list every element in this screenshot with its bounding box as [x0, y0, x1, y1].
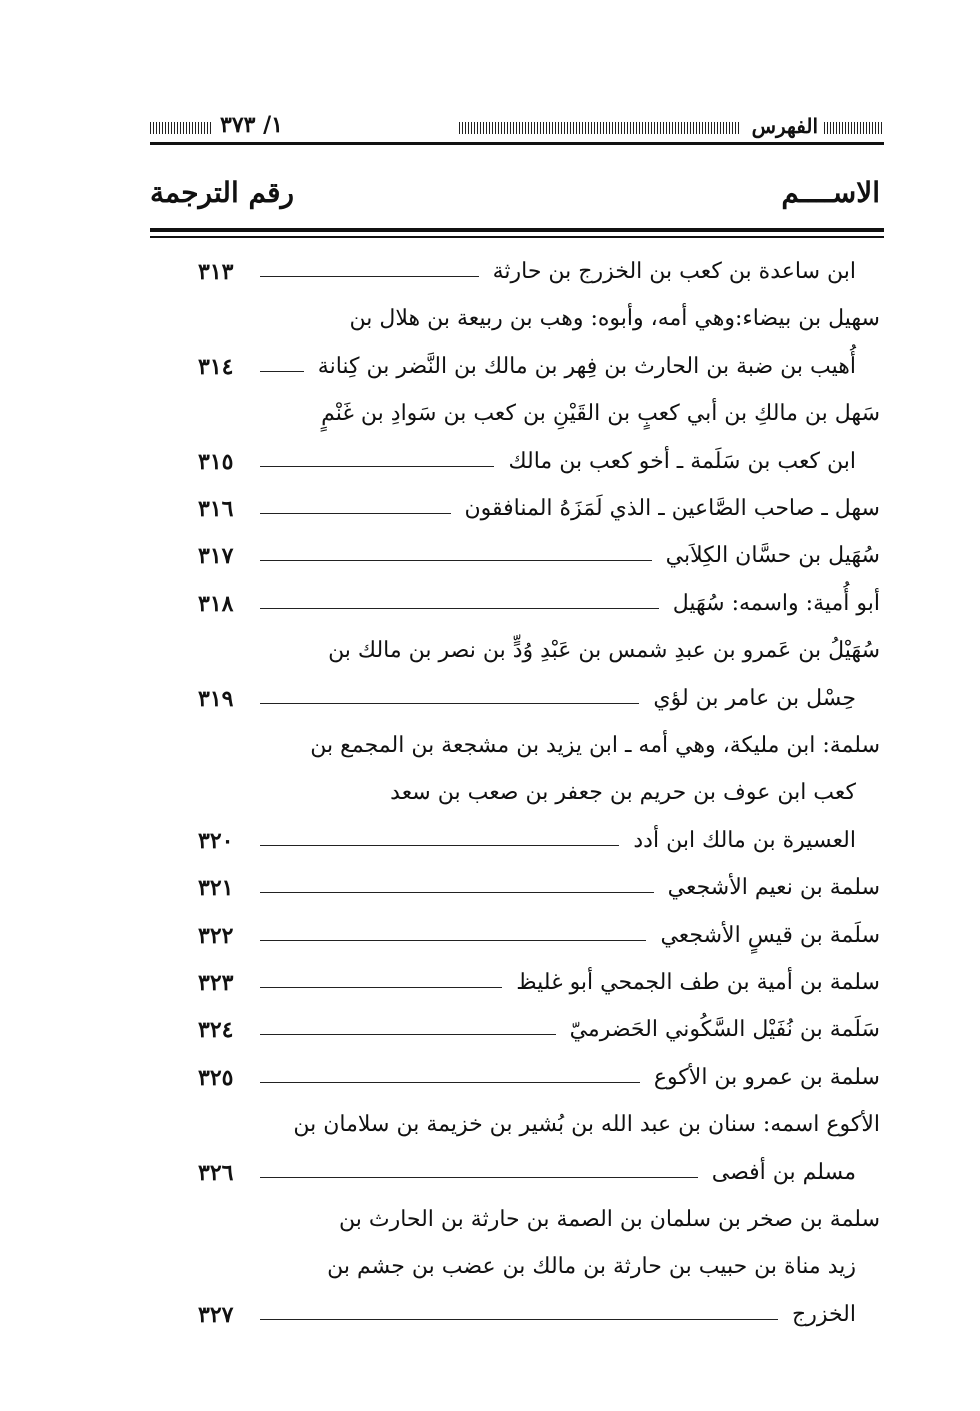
index-line: [150, 584, 880, 624]
entry-number: ٣٢٢: [198, 922, 234, 949]
entry-text: أبو أُمية: واسمه: سُهَيل: [672, 590, 880, 616]
double-rule-bottom: [150, 236, 884, 238]
index-line: [150, 1247, 856, 1287]
entry-text: الخزرج: [792, 1301, 856, 1327]
index-line: [150, 773, 856, 813]
leader-line: [260, 987, 502, 988]
index-line: [150, 1153, 856, 1193]
leader-line: [260, 608, 659, 609]
entry-number: ٣٢٤: [198, 1017, 234, 1044]
entry-text: سُهَيل بن حسَّان الكِلاَبي: [665, 543, 880, 569]
header-ornament-middle: [459, 122, 739, 134]
leader-line: [260, 560, 652, 561]
page-number: ١/ ٣٧٣: [220, 112, 283, 138]
entry-text: حِسْل بن عامر بن لؤي: [653, 685, 856, 711]
entry-text: ابن كعب بن سَلَمة ـ أخو كعب بن مالك: [508, 448, 856, 474]
entry-text: سهل ـ صاحب الصَّاعين ـ الذي لَمَزَهُ المنافقون: [464, 496, 880, 521]
entry-text: سَلَمة بن نُفَيْل السَّكُوني الحَضرميّ: [569, 1017, 880, 1043]
entry-text: سلمة بن عمرو بن الأكوع: [653, 1064, 880, 1090]
index-line: [150, 679, 856, 719]
column-header-name: الاســــم: [781, 176, 880, 209]
entry-text: سلَمة بن قيسٍ الأشجعي: [660, 922, 880, 948]
leader-line: [260, 892, 654, 893]
entry-number: ٣١٥: [198, 448, 234, 475]
entry-number: ٣١٤: [198, 353, 234, 380]
entry-number: ٣١٧: [198, 543, 234, 570]
index-line: [150, 631, 880, 671]
index-line: [150, 1295, 856, 1335]
leader-line: [260, 1082, 640, 1083]
double-rule-top: [150, 228, 884, 232]
index-line: [150, 299, 880, 339]
entry-text: أُهيب بن ضبة بن الحارث بن فِهر بن مالك بن النَّضر بن كِنانة: [317, 353, 856, 379]
leader-line: [260, 1177, 698, 1178]
entry-text: سلمة بن نعيم الأشجعي: [667, 875, 880, 901]
entry-number: ٣٢٠: [198, 827, 234, 854]
index-line: [150, 916, 880, 956]
entry-text: زيد مناة بن حبيب بن حارثة بن مالك بن عضب بن جشم بن: [327, 1254, 856, 1280]
entry-text: سهيل بن بيضاء:وهي أمه، وأبوه: وهب بن ربيعة بن هلال بن: [349, 306, 880, 332]
entry-text: ابن ساعدة بن كعب بن الخزرج بن حارثة: [492, 259, 856, 284]
entry-text: سلمة: ابن مليكة، وهي أمه ـ ابن يزيد بن مشجعة بن المجمع بن: [310, 733, 880, 758]
column-header-number: رقم الترجمة: [150, 176, 295, 209]
index-line: [150, 963, 880, 1003]
entry-number: ٣١٣: [198, 259, 234, 285]
entry-text: الأكوع اسمه: سنان بن عبد الله بن بُشير بن خزيمة بن سلامان بن: [293, 1112, 880, 1138]
index-line: [150, 347, 856, 387]
index-line: [150, 442, 856, 482]
leader-line: [260, 1319, 778, 1320]
leader-line: [260, 940, 646, 941]
leader-line: [260, 371, 304, 372]
index-line: [150, 821, 856, 861]
leader-line: [260, 466, 494, 467]
entry-number: ٣٢٧: [198, 1301, 234, 1328]
header-ornament-left: [150, 122, 212, 134]
index-line: [150, 1105, 880, 1145]
index-line: [150, 868, 880, 908]
leader-line: [260, 513, 451, 514]
leader-line: [260, 1034, 556, 1035]
index-line: [150, 1010, 880, 1050]
entry-number: ٣١٨: [198, 590, 234, 617]
entry-number: ٣١٦: [198, 496, 234, 522]
entry-text: مسلم بن أفصى: [711, 1159, 856, 1185]
leader-line: [260, 703, 639, 704]
entry-number: ٣٢٣: [198, 970, 234, 996]
index-line: [150, 252, 856, 292]
entry-text: كعب ابن عوف بن حريم بن جعفر بن صعب بن سعد: [390, 780, 856, 806]
index-line: [150, 1058, 880, 1098]
index-line: [150, 536, 880, 576]
leader-line: [260, 276, 479, 277]
running-header: [150, 112, 884, 140]
index-line: [150, 394, 880, 434]
entry-number: ٣٢٥: [198, 1064, 234, 1091]
section-title: الفهرس: [751, 114, 818, 138]
entry-text: سَهل بن مالكِ بن أبي كعبٍ بن القَيْنِ بن كعب بن سَوادِ بن غَنْمٍ: [321, 401, 880, 427]
index-line: [150, 489, 880, 529]
entry-number: ٣٢١: [198, 875, 234, 902]
entry-number: ٣١٩: [198, 685, 234, 712]
index-line: [150, 726, 880, 766]
header-ornament-right: [824, 122, 884, 134]
entry-text: سلمة بن صخر بن سلمان بن الصمة بن حارثة بن الحارث بن: [339, 1207, 880, 1232]
header-rule: [150, 142, 884, 145]
leader-line: [260, 845, 619, 846]
entry-text: سُهَيْلُ بن عَمرو بن عبدِ شمس بن عَبْدِ وُدٍّ بن نصر بن مالك بن: [328, 638, 880, 664]
index-line: [150, 1200, 880, 1240]
entry-number: ٣٢٦: [198, 1159, 234, 1186]
entry-text: سلمة بن أمية بن طف الجمحي أبو غليظ: [516, 970, 880, 995]
entry-text: العسيرة بن مالك ابن أدد: [633, 827, 856, 853]
